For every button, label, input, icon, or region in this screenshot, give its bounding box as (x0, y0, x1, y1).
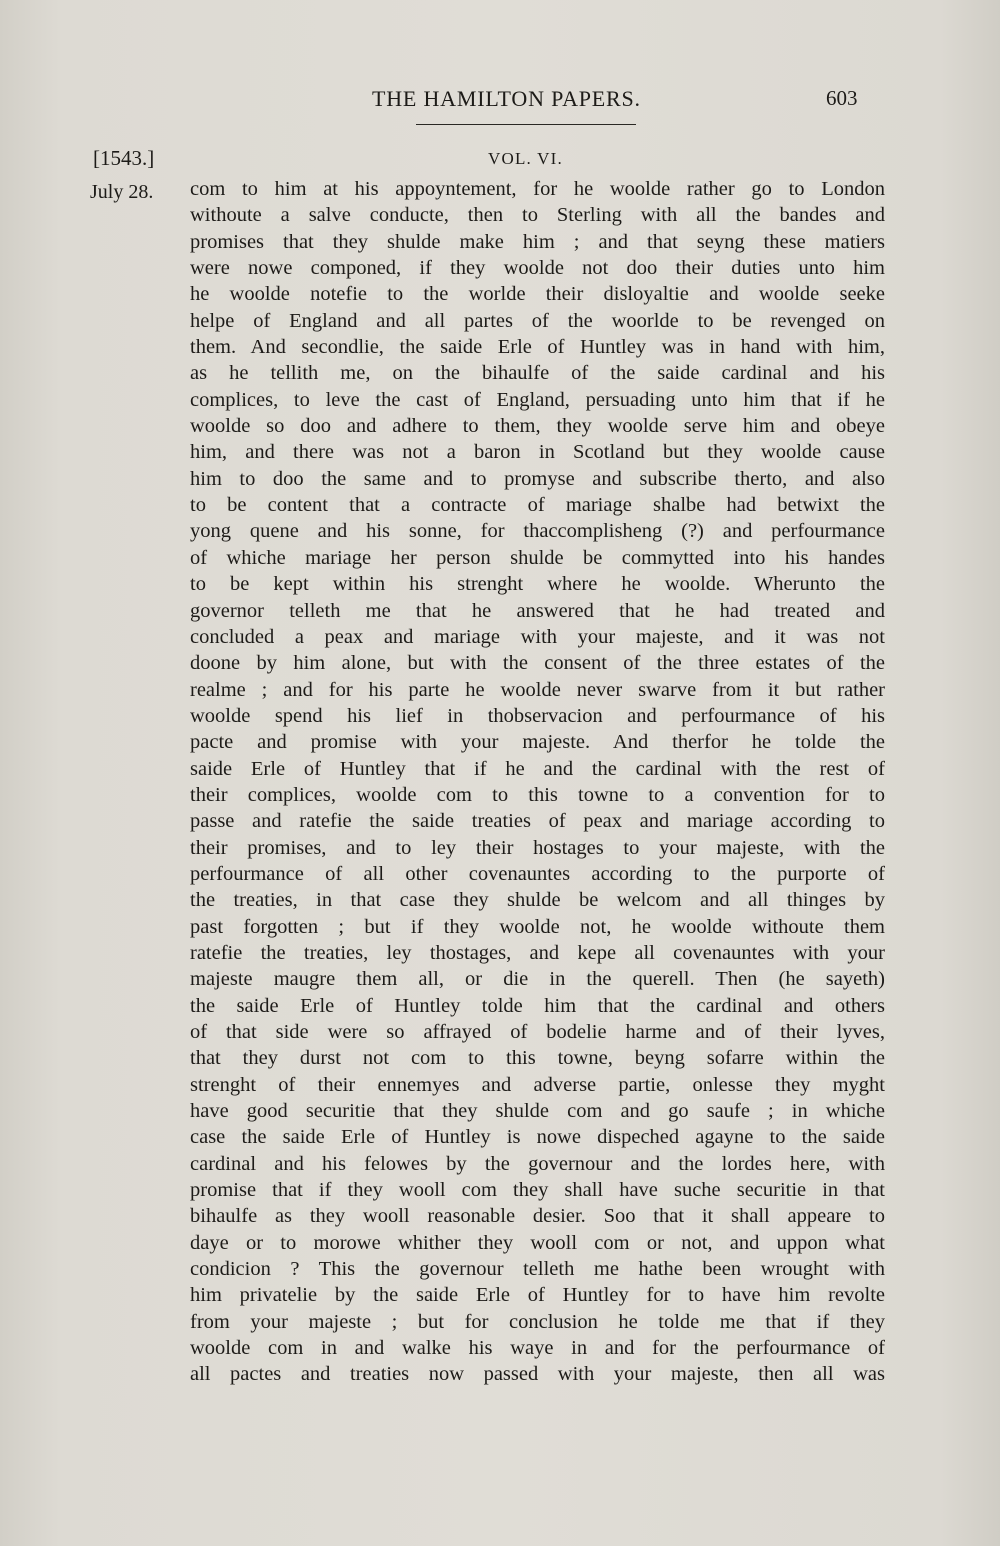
text-line: realme ; and for his parte he woolde never swarve from it but rather (190, 678, 885, 701)
page-number: 603 (826, 86, 858, 110)
text-line: cardinal and his felowes by the governour and the lordes here, with (190, 1152, 885, 1175)
text-line: pacte and promise with your majeste. And therfor he tolde the (190, 731, 885, 754)
text-line: promises that they shulde make him ; and that seyng these matiers (190, 230, 885, 253)
text-line: strenght of their ennemyes and adverse partie, onlesse they myght (190, 1073, 885, 1096)
text-line: have good securitie that they shulde com and go saufe ; in whiche (190, 1100, 885, 1123)
text-line: doone by him alone, but with the consent of the three estates of the (190, 652, 885, 675)
text-line: all pactes and treaties now passed with your majeste, then all was (190, 1363, 885, 1386)
text-line: bihaulfe as they wooll reasonable desier. Soo that it shall appeare to (190, 1205, 885, 1228)
text-line: him, and there was not a baron in Scotland but they woolde cause (190, 441, 885, 464)
text-line: passe and ratefie the saide treaties of peax and mariage according to (190, 810, 885, 833)
text-line: ratefie the treaties, ley thostages, and kepe all covenauntes with your (190, 941, 885, 964)
text-line: com to him at his appoyntement, for he woolde rather go to London (190, 178, 885, 200)
text-line: as he tellith me, on the bihaulfe of the saide cardinal and his (190, 362, 885, 385)
text-line: woolde so doo and adhere to them, they woolde serve him and obeye (190, 415, 885, 438)
text-line: he woolde notefie to the worlde their disloyaltie and woolde seeke (190, 283, 885, 306)
text-line: saide Erle of Huntley that if he and the cardinal with the rest of (190, 757, 885, 780)
text-line: him to doo the same and to promyse and subscribe therto, and also (190, 467, 885, 490)
text-line: them. And secondlie, the saide Erle of Huntley was in hand with him, (190, 336, 885, 359)
text-line: past forgotten ; but if they woolde not, he woolde withoute them (190, 915, 885, 938)
text-line: complices, to leve the cast of England, persuading unto him that if he (190, 388, 885, 411)
text-line: him privatelie by the saide Erle of Huntley for to have him revolte (190, 1284, 885, 1307)
volume-label: VOL. VI. (488, 149, 563, 168)
text-line: majeste maugre them all, or die in the querell. Then (he sayeth) (190, 968, 885, 991)
text-line: to be content that a contracte of mariage shalbe had betwixt the (190, 494, 885, 517)
text-line: concluded a peax and mariage with your majeste, and it was not (190, 625, 885, 648)
text-line: their complices, woolde com to this towne to a convention for to (190, 783, 885, 806)
text-line: case the saide Erle of Huntley is nowe dispeched agayne to the saide (190, 1126, 885, 1149)
text-line: woolde spend his lief in thobservacion and perfourmance of his (190, 704, 885, 727)
running-title: THE HAMILTON PAPERS. (372, 86, 641, 111)
text-line: their promises, and to ley their hostages to your majeste, with the (190, 836, 885, 859)
text-line: of that side were so affrayed of bodelie harme and of their lyves, (190, 1021, 885, 1043)
text-line: governor telleth me that he answered that he had treated and (190, 599, 885, 622)
text-line: from your majeste ; but for conclusion he tolde me that if they (190, 1310, 885, 1333)
text-line: daye or to morowe whither they wooll com or not, and uppon what (190, 1231, 885, 1254)
text-line: woolde com in and walke his waye in and for the perfourmance of (190, 1337, 885, 1360)
running-head (0, 86, 1000, 116)
text-line: helpe of England and all partes of the woorlde to be revenged on (190, 309, 885, 332)
text-line: withoute a salve conducte, then to Sterling with all the bandes and (190, 204, 885, 227)
text-line: condicion ? This the governour telleth me hathe been wrought with (190, 1258, 885, 1281)
text-line: yong quene and his sonne, for thaccomplisheng (?) and perfourmance (190, 520, 885, 543)
header-rule (416, 124, 636, 125)
text-line: the treaties, in that case they shulde be welcom and all thinges by (190, 889, 885, 912)
text-line: promise that if they wooll com they shall have suche securitie in that (190, 1179, 885, 1202)
text-line: that they durst not com to this towne, beyng sofarre within the (190, 1047, 885, 1070)
body-text (190, 176, 885, 1388)
text-line: to be kept within his strenght where he woolde. Wherunto the (190, 573, 885, 596)
text-line: the saide Erle of Huntley tolde him that the cardinal and others (190, 994, 885, 1017)
text-line: of whiche mariage her person shulde be commytted into his handes (190, 546, 885, 569)
text-line: were nowe componed, if they woolde not doo their duties unto him (190, 257, 885, 280)
margin-date: July 28. (90, 181, 154, 203)
text-line: perfourmance of all other covenauntes according to the purporte of (190, 862, 885, 885)
year-marker: [1543.] (93, 146, 155, 170)
